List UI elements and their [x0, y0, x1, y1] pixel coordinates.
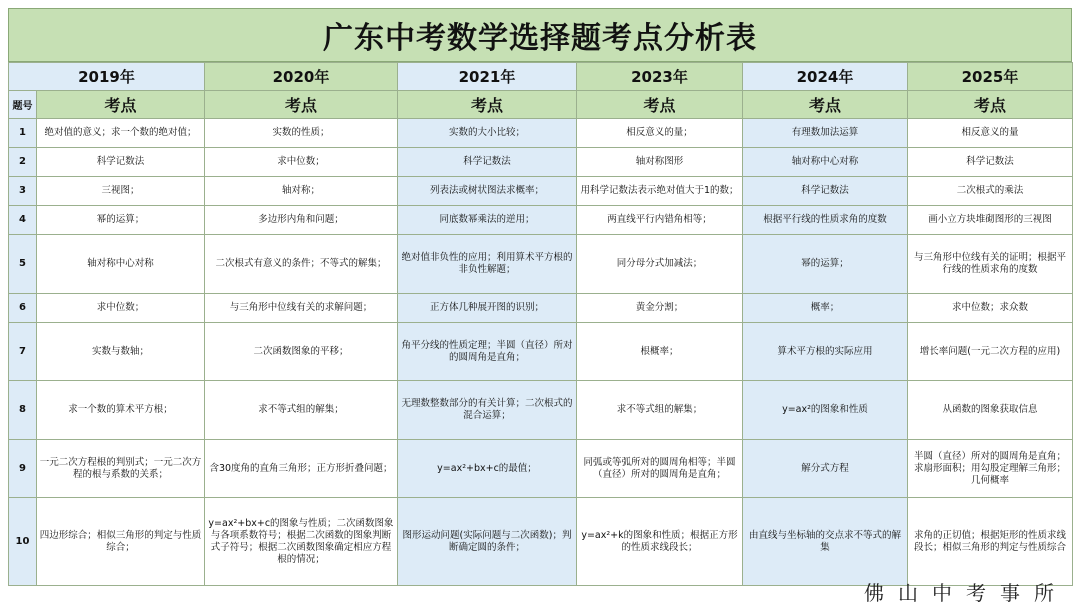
topic-cell: 相反意义的量；	[577, 119, 743, 148]
topic-cell: 增长率问题(一元二次方程的应用)	[908, 323, 1073, 381]
topic-cell: 二次根式的乘法	[908, 177, 1073, 206]
topic-cell: 列表法或树状图法求概率；	[398, 177, 577, 206]
table-row	[9, 381, 1073, 440]
table-row	[9, 294, 1073, 323]
topic-cell: 求角的正切值；根据矩形的性质求线段长；相似三角形的判定与性质综合	[908, 498, 1073, 586]
year-header-2023: 2023年	[577, 63, 743, 91]
topic-cell: 根概率；	[577, 323, 743, 381]
year-header-2020: 2020年	[205, 63, 398, 91]
topic-cell: 四边形综合；相似三角形的判定与性质综合；	[37, 498, 205, 586]
topic-cell: y=ax²+k的图象和性质；根据正方形的性质求线段长；	[577, 498, 743, 586]
topic-cell: 求不等式组的解集；	[577, 381, 743, 440]
topic-cell: 从函数的图象获取信息	[908, 381, 1073, 440]
topic-cell: 幂的运算；	[743, 235, 908, 294]
topic-cell: 同分母分式加减法；	[577, 235, 743, 294]
topic-cell: 轴对称图形	[577, 148, 743, 177]
topic-cell: 与三角形中位线有关的证明；根据平行线的性质求角的度数	[908, 235, 1073, 294]
year-header-2021: 2021年	[398, 63, 577, 91]
table-container	[8, 8, 1072, 586]
topic-cell: 无理数整数部分的有关计算；二次根式的混合运算；	[398, 381, 577, 440]
year-header-2019: 2019年	[9, 63, 205, 91]
topic-cell: 黄金分割；	[577, 294, 743, 323]
topic-cell: 轴对称中心对称	[743, 148, 908, 177]
topic-cell: 实数的性质；	[205, 119, 398, 148]
topic-cell: 根据平行线的性质求角的度数	[743, 206, 908, 235]
topic-header-2019: 考点	[37, 91, 205, 119]
year-header-row	[9, 63, 1073, 91]
question-number-cell: 4	[9, 206, 37, 235]
table-row	[9, 148, 1073, 177]
topic-cell: 求中位数；	[37, 294, 205, 323]
table-row	[9, 235, 1073, 294]
topic-cell: 三视图；	[37, 177, 205, 206]
topic-cell: 实数的大小比较；	[398, 119, 577, 148]
page-title: 广东中考数学选择题考点分析表	[8, 8, 1072, 62]
table-row	[9, 323, 1073, 381]
topic-cell: 算术平方根的实际应用	[743, 323, 908, 381]
topic-header-2020: 考点	[205, 91, 398, 119]
topic-cell: 同底数幂乘法的逆用；	[398, 206, 577, 235]
question-number-cell: 9	[9, 440, 37, 498]
topic-cell: 轴对称中心对称	[37, 235, 205, 294]
topic-cell: y=ax²+bx+c的最值；	[398, 440, 577, 498]
topic-cell: 科学记数法	[743, 177, 908, 206]
topic-cell: 相反意义的量	[908, 119, 1073, 148]
question-number-cell: 1	[9, 119, 37, 148]
topic-cell: 多边形内角和问题；	[205, 206, 398, 235]
topic-header-row	[9, 91, 1073, 119]
topic-cell: 与三角形中位线有关的求解问题；	[205, 294, 398, 323]
watermark: 佛山中考事所	[864, 581, 1068, 605]
topic-cell: 求不等式组的解集；	[205, 381, 398, 440]
topic-cell: 两直线平行内错角相等；	[577, 206, 743, 235]
analysis-table	[8, 62, 1073, 586]
topic-cell: 绝对值的意义；求一个数的绝对值；	[37, 119, 205, 148]
topic-cell: 绝对值非负性的应用；利用算术平方根的非负性解题；	[398, 235, 577, 294]
topic-header-2023: 考点	[577, 91, 743, 119]
topic-cell: 求一个数的算术平方根；	[37, 381, 205, 440]
question-number-header: 题号	[9, 91, 37, 119]
question-number-cell: 8	[9, 381, 37, 440]
topic-cell: 用科学记数法表示绝对值大于1的数；	[577, 177, 743, 206]
topic-cell: y=ax²的图象和性质	[743, 381, 908, 440]
question-number-cell: 7	[9, 323, 37, 381]
year-header-2025: 2025年	[908, 63, 1073, 91]
topic-header-2024: 考点	[743, 91, 908, 119]
topic-header-2025: 考点	[908, 91, 1073, 119]
table-row	[9, 119, 1073, 148]
topic-cell: 一元二次方程根的判别式；一元二次方程的根与系数的关系；	[37, 440, 205, 498]
topic-cell: 同弧或等弧所对的圆周角相等；半圆（直径）所对的圆周角是直角；	[577, 440, 743, 498]
question-number-cell: 5	[9, 235, 37, 294]
question-number-cell: 3	[9, 177, 37, 206]
question-number-cell: 6	[9, 294, 37, 323]
topic-cell: 二次函数图象的平移；	[205, 323, 398, 381]
table-body	[9, 119, 1073, 586]
topic-cell: 半圆（直径）所对的圆周角是直角；求扇形面积；用勾股定理解三角形；几何概率	[908, 440, 1073, 498]
topic-cell: 求中位数；求众数	[908, 294, 1073, 323]
table-row	[9, 177, 1073, 206]
question-number-cell: 2	[9, 148, 37, 177]
topic-cell: 实数与数轴；	[37, 323, 205, 381]
topic-cell: 正方体几种展开图的识别；	[398, 294, 577, 323]
topic-cell: 求中位数；	[205, 148, 398, 177]
table-row	[9, 440, 1073, 498]
topic-cell: 科学记数法	[398, 148, 577, 177]
topic-cell: 科学记数法	[908, 148, 1073, 177]
topic-cell: 概率；	[743, 294, 908, 323]
topic-cell: 含30度角的直角三角形；正方形折叠问题；	[205, 440, 398, 498]
topic-cell: 角平分线的性质定理；半圆（直径）所对的圆周角是直角；	[398, 323, 577, 381]
question-number-cell: 10	[9, 498, 37, 586]
topic-header-2021: 考点	[398, 91, 577, 119]
table-row	[9, 206, 1073, 235]
topic-cell: 解分式方程	[743, 440, 908, 498]
topic-cell: 画小立方块堆砌图形的三视图	[908, 206, 1073, 235]
topic-cell: 幂的运算；	[37, 206, 205, 235]
topic-cell: 二次根式有意义的条件；不等式的解集；	[205, 235, 398, 294]
table-row	[9, 498, 1073, 586]
topic-cell: y=ax²+bx+c的图象与性质；二次函数图象与各项系数符号；根据二次函数的图象判断式子符号；根据二次函数图象确定相应方程根的情况；	[205, 498, 398, 586]
topic-cell: 图形运动问题(实际问题与二次函数)；判断确定圆的条件；	[398, 498, 577, 586]
topic-cell: 由直线与坐标轴的交点求不等式的解集	[743, 498, 908, 586]
year-header-2024: 2024年	[743, 63, 908, 91]
topic-cell: 轴对称；	[205, 177, 398, 206]
topic-cell: 科学记数法	[37, 148, 205, 177]
topic-cell: 有理数加法运算	[743, 119, 908, 148]
